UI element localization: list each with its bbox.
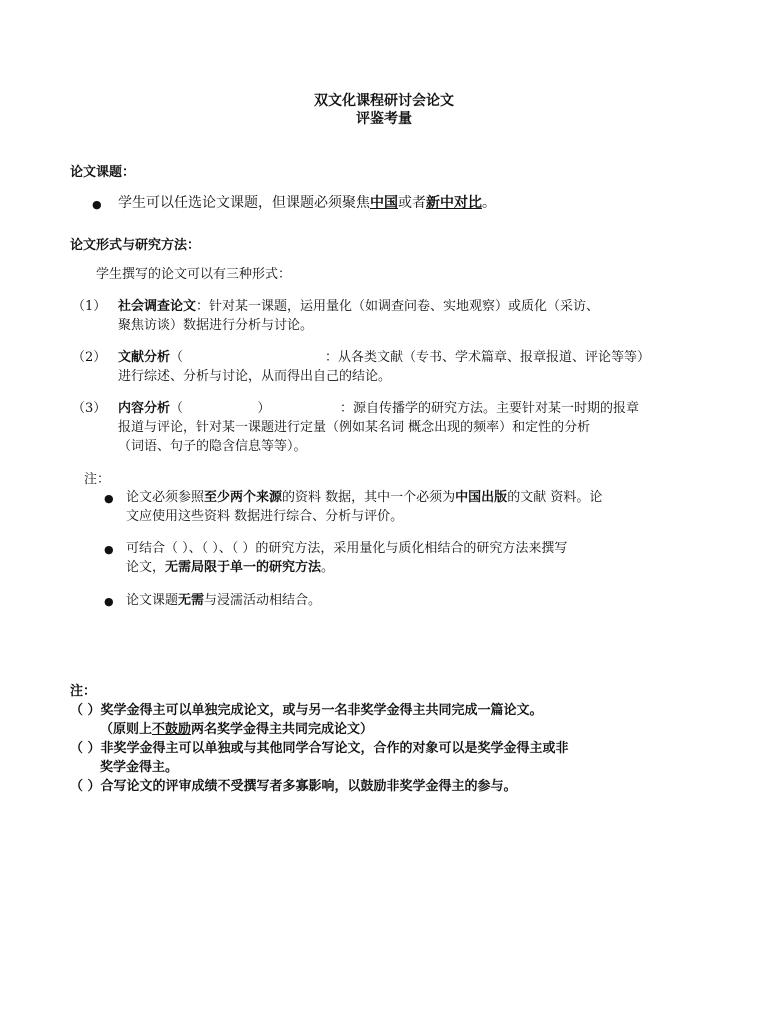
note-bullet-2: 可结合（ ）、（ ）、（ ）的研究方法，采用量化与质化相结合的研究方法来撰写	[126, 541, 568, 556]
note-label: 注：	[84, 472, 111, 487]
method-intro: 学生撰写的论文可以有三种形式：	[96, 267, 292, 282]
bullet-dot: ●	[92, 198, 102, 211]
method-item-2-term: 文献分析（	[118, 350, 274, 365]
note2-label: 注：	[70, 684, 97, 699]
method-item-2: ：从各类文献（专书、学术篇章、报章报道、评论等等）	[325, 350, 651, 365]
method-item-2-line2: 进行综述、分析与讨论，从而得出自己的结论。	[118, 369, 392, 384]
topic-text: 学生可以任选论文课题，但课题必须聚焦中国或者新中对比。	[118, 195, 496, 211]
item-number: （1）	[72, 299, 107, 314]
method-item-3: ：源自传播学的研究方法。主要针对某一时期的报章	[340, 401, 640, 416]
item-number: （2）	[72, 350, 107, 365]
emph-compare: 新中对比	[426, 195, 482, 211]
note-bullet-2-line2: 论文，无需局限于单一的研究方法。	[126, 560, 335, 575]
bullet-dot: ●	[104, 543, 114, 556]
note2-line5: （ ）合写论文的评审成绩不受撰写者多寡影响，以鼓励非奖学金得主的参与。	[70, 779, 517, 794]
method-item-1-line2: 聚焦访谈）数据进行分析与讨论。	[118, 318, 314, 333]
doc-subtitle: 评鉴考量	[356, 111, 412, 127]
method-item-1: 社会调查论文：针对某一课题，运用量化（如调查问卷、实地观察）或质化（采访、	[118, 299, 600, 314]
bullet-dot: ●	[104, 492, 114, 505]
method-item-3-term: 内容分析（ ）	[118, 401, 271, 416]
note-bullet-3: 论文课题无需与浸濡活动相结合。	[126, 593, 322, 608]
note-bullet-1: 论文必须参照至少两个来源的资料 数据，其中一个必须为中国出版的文献 资料。论	[126, 490, 603, 505]
emph-china: 中国	[370, 195, 398, 211]
note2-line2: （原则上不鼓励两名奖学金得主共同完成论文）	[100, 722, 374, 737]
method-heading: 论文形式与研究方法：	[70, 238, 201, 253]
note2-line3: （ ）非奖学金得主可以单独或与其他同学合写论文，合作的对象可以是奖学金得主或非	[70, 741, 569, 756]
doc-title: 双文化课程研讨会论文	[314, 93, 454, 109]
item-number: （3）	[72, 401, 107, 416]
note2-line4: 奖学金得主。	[100, 760, 179, 775]
note2-line1: （ ）奖学金得主可以单独完成论文，或与另一名非奖学金得主共同完成一篇论文。	[70, 703, 543, 718]
method-item-3-line2: 报道与评论，针对某一课题进行定量（例如某名词 概念出现的频率）和定性的分析	[118, 420, 591, 435]
method-item-3-line3: （词语、句子的隐含信息等等）。	[118, 439, 307, 454]
topic-heading: 论文课题：	[70, 165, 136, 180]
bullet-dot: ●	[104, 595, 114, 608]
note-bullet-1-line2: 文应使用这些资料 数据进行综合、分析与评价。	[126, 509, 404, 524]
